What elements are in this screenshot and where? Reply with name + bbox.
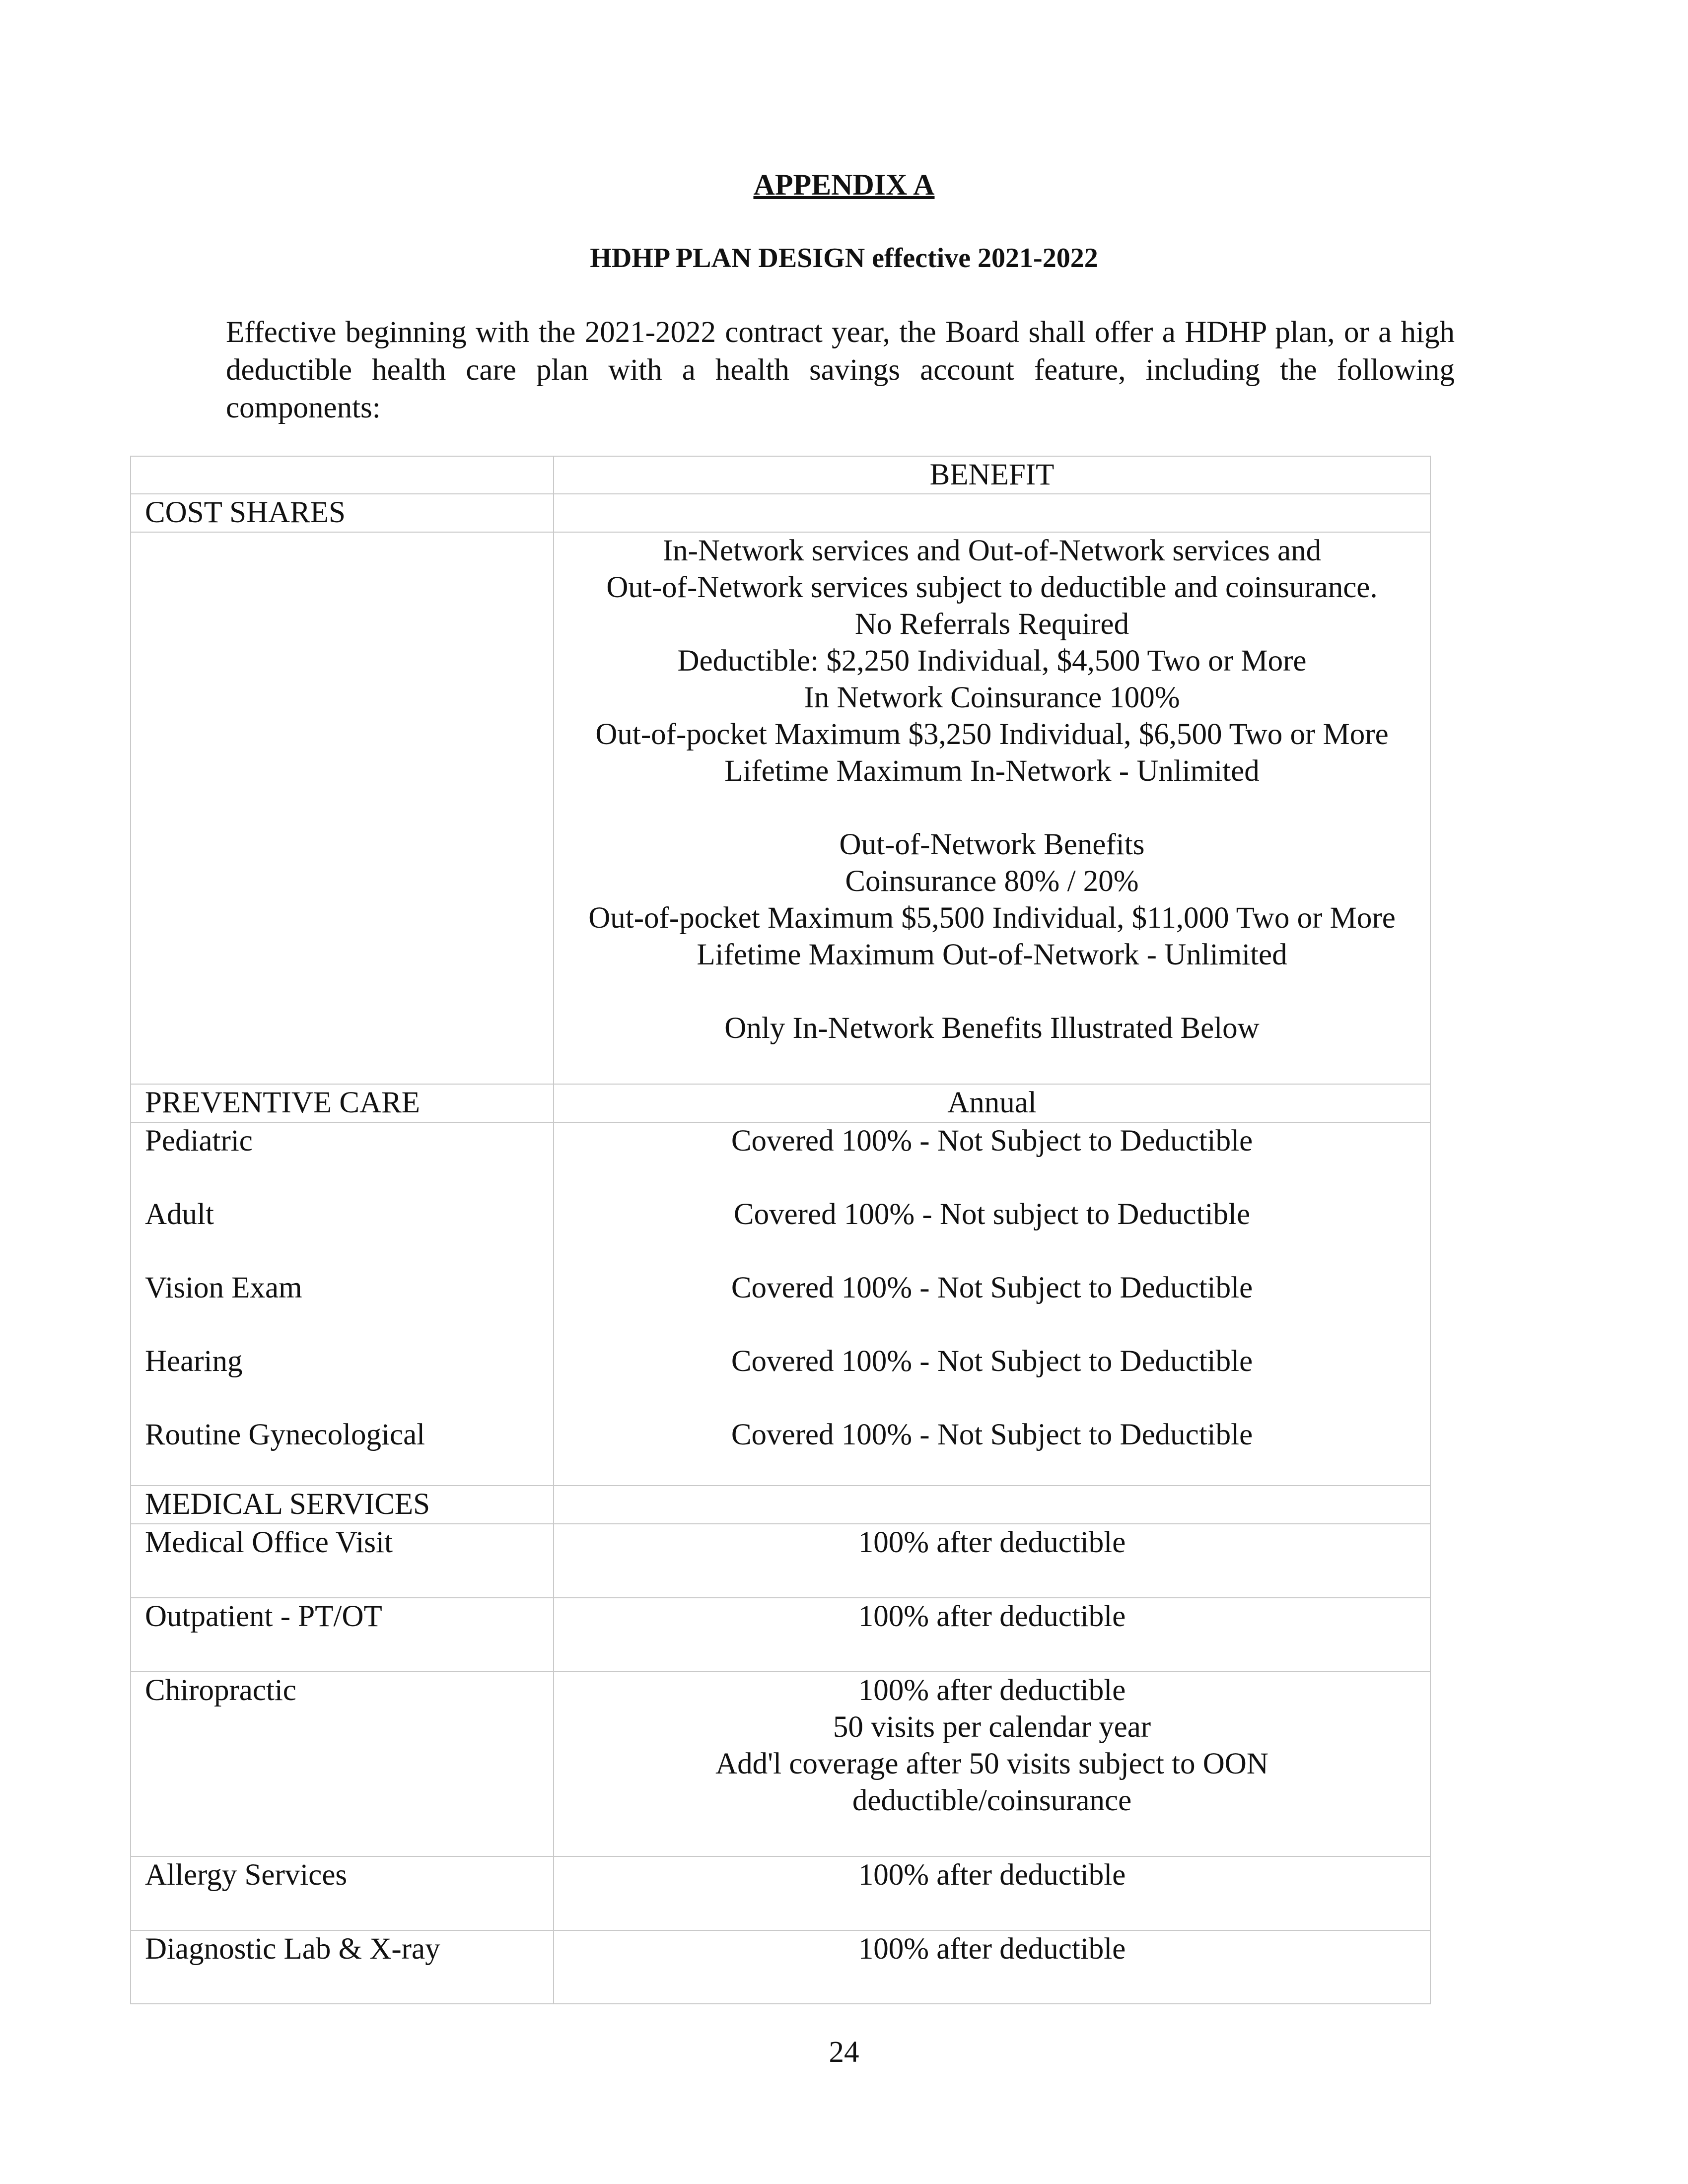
spacer [554,1306,1430,1343]
oon-line: Out-of-Network Benefits [839,827,1145,861]
service-label: Medical Office Visit [131,1524,554,1598]
plan-design-subtitle: HDHP PLAN DESIGN effective 2021-2022 [590,243,1098,273]
table-row [131,1598,1430,1672]
oon-line: Lifetime Maximum Out-of-Network - Unlimited [697,938,1287,971]
medical-services-label: MEDICAL SERVICES [131,1486,554,1523]
service-value [554,1598,1430,1672]
service-value-line: 50 visits per calendar year [833,1710,1151,1744]
spacer [554,1233,1430,1270]
spacer [554,1380,1430,1417]
cost-share-line: Lifetime Maximum In-Network - Unlimited [724,754,1260,788]
service-value-line: Add'l coverage after 50 visits subject to OON [715,1747,1268,1780]
spacer [145,1380,553,1417]
spacer [554,973,1430,1010]
preventive-care-value: Annual [554,1084,1430,1122]
in-network-note: Only In-Network Benefits Illustrated Below [724,1011,1260,1045]
preventive-care-label: PREVENTIVE CARE [131,1084,554,1122]
preventive-items-row [131,1122,1430,1486]
cost-shares-spacer-cell [131,532,554,1084]
preventive-item-label: Vision Exam [145,1271,302,1304]
preventive-item-label: Routine Gynecological [145,1418,425,1451]
cost-shares-header-cell [554,494,1430,532]
table-row [131,1672,1430,1856]
service-value-line: 100% after deductible [858,1673,1126,1707]
service-value [554,1524,1430,1598]
table-row [131,1524,1430,1598]
service-value-line: deductible/coinsurance [852,1783,1132,1817]
cost-share-line: In Network Coinsurance 100% [804,681,1180,714]
medical-services-row [131,1486,1430,1523]
preventive-item-label: Hearing [145,1344,243,1378]
oon-line: Out-of-pocket Maximum $5,500 Individual, $11,000 Two or More [588,901,1396,935]
table-header-row [131,456,1430,494]
service-label: Allergy Services [131,1856,554,1930]
intro-paragraph: Effective beginning with the 2021-2022 contract year, the Board shall offer a HDHP plan, or a high deductible health care plan with a health savings account feature, including the following components: [226,316,1455,424]
service-value [554,1856,1430,1930]
service-value [554,1672,1430,1856]
cost-shares-details [554,532,1430,1084]
cost-share-line: In-Network services and Out-of-Network services and [662,534,1322,567]
table-row [131,1856,1430,1930]
cost-share-line: No Referrals Required [854,607,1129,641]
cost-shares-label: COST SHARES [131,494,554,532]
preventive-item-value: Covered 100% - Not Subject to Deductible [731,1344,1253,1378]
appendix-title: APPENDIX A [753,168,935,201]
preventive-item-value: Covered 100% - Not subject to Deductible [733,1197,1251,1231]
preventive-item-value: Covered 100% - Not Subject to Deductible [731,1418,1253,1451]
preventive-item-value: Covered 100% - Not Subject to Deductible [731,1271,1253,1304]
preventive-item-label: Pediatric [145,1124,253,1158]
preventive-care-row [131,1084,1430,1122]
service-value-line: 100% after deductible [858,1932,1126,1966]
cost-share-line: Out-of-Network services subject to deductible and coinsurance. [606,570,1378,604]
preventive-labels-cell [131,1122,554,1486]
spacer [145,1233,553,1270]
cost-share-line: Deductible: $2,250 Individual, $4,500 Two or More [677,644,1307,678]
service-value-line: 100% after deductible [858,1858,1126,1892]
preventive-item-label: Adult [145,1197,214,1231]
cost-shares-row [131,494,1430,532]
service-value-line: 100% after deductible [858,1599,1126,1633]
oon-line: Coinsurance 80% / 20% [845,864,1139,898]
benefit-header: BENEFIT [554,456,1430,494]
cost-share-line: Out-of-pocket Maximum $3,250 Individual, $6,500 Two or More [595,717,1389,751]
spacer [145,1306,553,1343]
medical-services-header-cell [554,1486,1430,1523]
cost-shares-details-row [131,532,1430,1084]
benefits-table [130,456,1431,2004]
service-label: Chiropractic [131,1672,554,1856]
spacer [145,1160,553,1196]
preventive-item-value: Covered 100% - Not Subject to Deductible [731,1124,1253,1158]
spacer [554,790,1430,826]
service-value-line: 100% after deductible [858,1525,1126,1559]
table-row [131,1930,1430,2004]
spacer [554,1160,1430,1196]
service-label: Outpatient - PT/OT [131,1598,554,1672]
service-label: Diagnostic Lab & X-ray [131,1930,554,2004]
service-value [554,1930,1430,2004]
page-number: 24 [829,2036,859,2069]
preventive-values-cell [554,1122,1430,1486]
header-label-cell [131,456,554,494]
